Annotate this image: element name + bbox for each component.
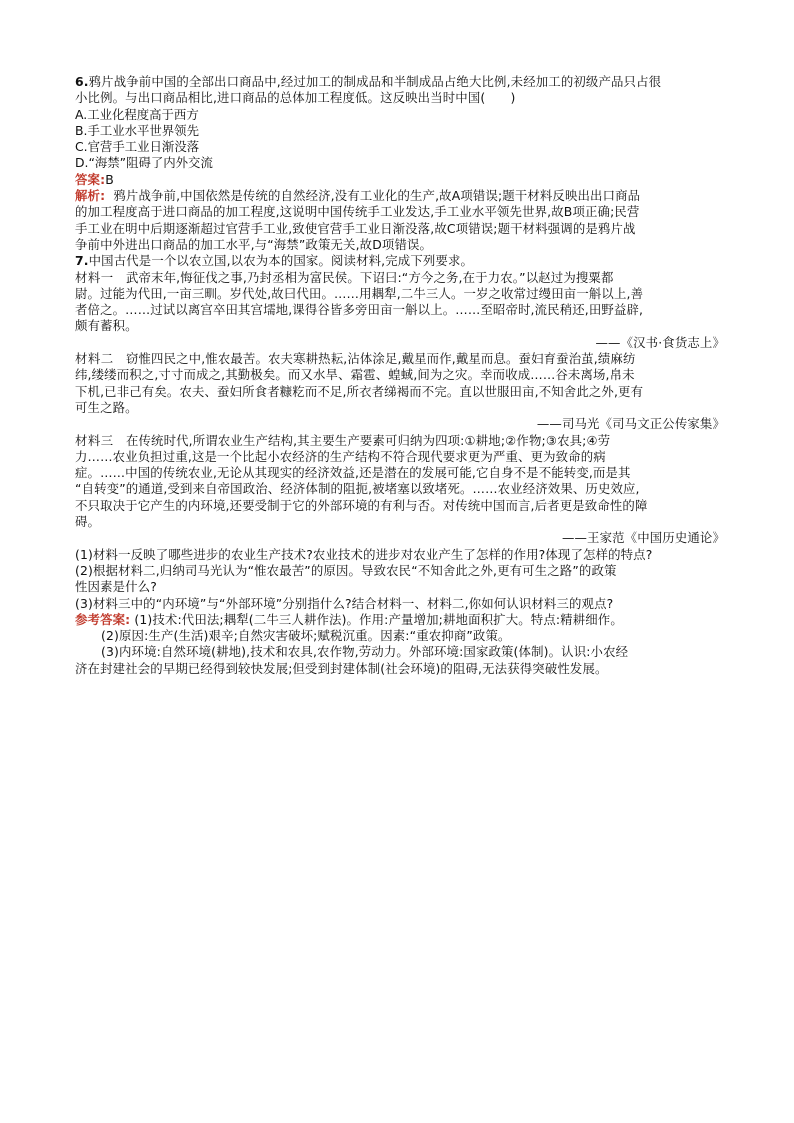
sub-question-1: (1)材料一反映了哪些进步的农业生产技术?农业技术的进步对农业产生了怎样的作用?体现了怎样的特点? xyxy=(75,546,653,562)
analysis-line-2: 的加工程度高于进口商品的加工程度,这说明中国传统手工业发达,手工业水平领先世界,故B项正确;民营 xyxy=(75,204,640,220)
material-2-line-2: 纬,缕缕而积之,寸寸而成之,其勤极矣。而又水旱、霜雹、蝗蜮,间为之灾。幸而收成……谷未离场,帛未 xyxy=(75,367,635,383)
material-1-line-2: 尉。过能为代田,一亩三甽。岁代处,故曰代田。……用耦犁,二牛三人。一岁之收常过缦田亩一斛以上,善 xyxy=(75,285,644,301)
analysis-label: 解析: xyxy=(75,188,106,204)
question-7-stem: 7.中国古代是一个以农立国,以农为本的国家。阅读材料,完成下列要求。 xyxy=(75,253,474,269)
option-a: A.工业化程度高于西方 xyxy=(75,106,199,122)
material-3-line-1: 材料三 在传统时代,所谓农业生产结构,其主要生产要素可归纳为四项:①耕地;②作物;③农具;④劳 xyxy=(75,432,611,448)
material-3-line-5: 不只取决于它产生的内环境,还要受制于它的外部环境的有利与否。对传统中国而言,后者更是致命性的障 xyxy=(75,497,648,513)
sub-question-3: (3)材料三中的“内环境”与“外部环境”分别指什么?结合材料一、材料二,你如何认识材料三的观点? xyxy=(75,595,614,611)
reference-answer-3-line-1: (3)内环境:自然环境(耕地),技术和农具,农作物,劳动力。外部环境:国家政策(体制)。认识:小农经 xyxy=(101,644,629,660)
material-2-line-1: 材料二 窃惟四民之中,惟农最苦。农夫寒耕热耘,沾体涂足,戴星而作,戴星而息。蚕妇育蚕治茧,绩麻纺 xyxy=(75,351,636,367)
material-3-line-4: “自转变”的通道,受到来自帝国政治、经济体制的阻扼,被堵塞以致堵死。……农业经济效果、历史效应, xyxy=(75,481,640,497)
analysis-line-1: 解析: 鸦片战争前,中国依然是传统的自然经济,没有工业化的生产,故A项错误;题干材料反映出出口商品 xyxy=(75,188,641,204)
analysis-line-4: 争前中外进出口商品的加工水平,与“海禁”政策无关,故D项错误。 xyxy=(75,236,433,252)
worksheet-page xyxy=(75,74,725,677)
material-2-line-3: 下机,已非己有矣。农夫、蚕妇所食者糠籺而不足,所衣者绨褐而不完。直以世服田亩,不知舍此之外,更有 xyxy=(75,383,644,399)
question-6 xyxy=(75,74,725,253)
option-c: C.官营手工业日渐没落 xyxy=(75,139,200,155)
material-2-line-4: 可生之路。 xyxy=(75,399,138,415)
sub-question-2-line-1: (2)根据材料二,归纳司马光认为“惟农最苦”的原因。导致农民“不知舍此之外,更有可生之路”的政策 xyxy=(75,562,617,578)
reference-answer-label: 参考答案: xyxy=(75,611,131,627)
question-6-number: 6. xyxy=(75,74,89,89)
question-7 xyxy=(75,253,725,677)
material-3-line-6: 碍。 xyxy=(75,514,101,530)
material-1-label: 材料一 xyxy=(75,269,114,285)
reference-answer-1: 参考答案: (1)技术:代田法;耦犁(二牛三人耕作法)。作用:产量增加;耕地面积扩大。特点:精耕细作。 xyxy=(75,611,623,627)
material-1-line-4: 颇有蓄积。 xyxy=(75,318,138,334)
material-1-source: ——《汉书·食货志上》 xyxy=(595,334,725,350)
material-3-line-2: 力……农业负担过重,这是一个比起小农经济的生产结构不符合现代要求更为严重、更为致命的病 xyxy=(75,448,606,464)
question-6-stem-line1: 6.鸦片战争前中国的全部出口商品中,经过加工的制成品和半制成品占绝大比例,未经加工的初级产品只占很 xyxy=(75,74,662,89)
material-1-line-1: 材料一 武帝末年,悔征伐之事,乃封丞相为富民侯。下诏曰:“方今之务,在于力农。”以赵过为搜粟都 xyxy=(75,269,614,285)
question-6-stem-line2: 小比例。与出口商品相比,进口商品的总体加工程度低。这反映出当时中国( ) xyxy=(75,90,516,106)
question-7-number: 7. xyxy=(75,253,89,269)
analysis-line-3: 手工业在明中后期逐渐超过官营手工业,致使官营手工业日渐没落,故C项错误;题干材料强调的是鸦片战 xyxy=(75,220,636,236)
reference-answer-2: (2)原因:生产(生活)艰辛;自然灾害破坏;赋税沉重。因素:“重农抑商”政策。 xyxy=(101,628,511,644)
option-b: B.手工业水平世界领先 xyxy=(75,122,199,138)
reference-answer-3-line-2: 济在封建社会的早期已经得到较快发展;但受到封建体制(社会环境)的阻碍,无法获得突破性发展。 xyxy=(75,660,608,676)
material-3-source: ——王家范《中国历史通论》 xyxy=(561,530,725,546)
material-3-line-3: 症。……中国的传统农业,无论从其现实的经济效益,还是潜在的发展可能,它自身不是不能转变,而是其 xyxy=(75,465,631,481)
answer-value: B xyxy=(105,171,114,187)
material-2-source: ——司马光《司马文正公传家集》 xyxy=(536,416,725,432)
sub-question-2-line-2: 性因素是什么? xyxy=(75,579,157,595)
question-6-answer xyxy=(75,172,725,188)
material-1-line-3: 者倍之。……过试以离宫卒田其宫壖地,课得谷皆多旁田亩一斛以上。……至昭帝时,流民稍还,田野益辟, xyxy=(75,302,644,318)
answer-label: 答案: xyxy=(75,171,106,187)
material-2-label: 材料二 xyxy=(75,351,114,367)
option-d: D.“海禁”阻碍了内外交流 xyxy=(75,155,213,171)
material-3-label: 材料三 xyxy=(75,432,114,448)
